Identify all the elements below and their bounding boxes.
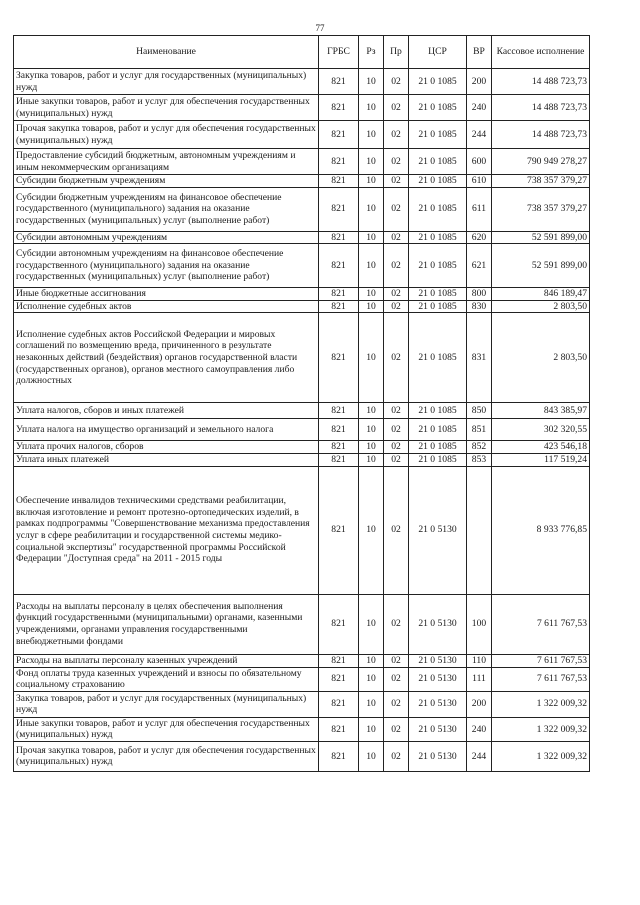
row-name: Обеспечение инвалидов техническими средствами реабилитации, включая изготовление и ремонт протезно-ортопедических изделий, в рамках подпрограммы "Совершенствование механизма предоставления услуг в сфере реабилитации и государственной системы медико-социальной экспертизы" государственной программы Российской Федерации "Доступная среда" на 2011 - 2015 годы [14,466,319,594]
budget-table [13,35,590,772]
row-pr: 02 [384,741,409,771]
row-name: Исполнение судебных актов [14,300,319,313]
table-row [14,149,590,175]
row-grbs: 821 [319,466,359,594]
table-row [14,300,590,313]
row-csr: 21 0 1085 [409,95,467,121]
row-rz: 10 [359,95,384,121]
row-pr: 02 [384,69,409,95]
row-amount: 2 803,50 [492,300,590,313]
row-pr: 02 [384,403,409,419]
row-pr: 02 [384,300,409,313]
row-grbs: 821 [319,453,359,466]
row-csr: 21 0 5130 [409,466,467,594]
header-row [14,36,590,69]
row-amount: 14 488 723,73 [492,95,590,121]
row-vr: 620 [467,231,492,244]
row-grbs: 821 [319,654,359,667]
row-pr: 02 [384,244,409,288]
row-rz: 10 [359,288,384,301]
row-csr: 21 0 1085 [409,419,467,441]
row-csr: 21 0 5130 [409,691,467,717]
table-row [14,288,590,301]
row-grbs: 821 [319,441,359,454]
row-pr: 02 [384,453,409,466]
row-csr: 21 0 1085 [409,441,467,454]
row-vr: 621 [467,244,492,288]
row-vr [467,466,492,594]
row-pr: 02 [384,231,409,244]
row-amount: 14 488 723,73 [492,121,590,149]
row-pr: 02 [384,654,409,667]
row-rz: 10 [359,453,384,466]
row-rz: 10 [359,691,384,717]
row-rz: 10 [359,121,384,149]
row-rz: 10 [359,466,384,594]
header-grbs: ГРБС [319,36,359,69]
row-vr: 111 [467,667,492,691]
row-name: Прочая закупка товаров, работ и услуг для обеспечения государственных (муниципальных) нужд [14,121,319,149]
row-pr: 02 [384,419,409,441]
row-rz: 10 [359,594,384,654]
row-pr: 02 [384,149,409,175]
row-amount: 8 933 776,85 [492,466,590,594]
row-csr: 21 0 1085 [409,187,467,231]
row-csr: 21 0 1085 [409,313,467,403]
row-vr: 800 [467,288,492,301]
table-row [14,175,590,188]
row-amount: 7 611 767,53 [492,594,590,654]
header-name: Наименование [14,36,319,69]
row-vr: 611 [467,187,492,231]
header-pr: Пр [384,36,409,69]
row-grbs: 821 [319,244,359,288]
row-rz: 10 [359,244,384,288]
row-grbs: 821 [319,667,359,691]
row-csr: 21 0 1085 [409,300,467,313]
row-rz: 10 [359,313,384,403]
row-name: Субсидии бюджетным учреждениям [14,175,319,188]
row-pr: 02 [384,667,409,691]
row-grbs: 821 [319,288,359,301]
row-csr: 21 0 5130 [409,717,467,741]
row-name: Уплата налога на имущество организаций и земельного налога [14,419,319,441]
row-vr: 200 [467,691,492,717]
table-row [14,453,590,466]
row-grbs: 821 [319,691,359,717]
row-csr: 21 0 5130 [409,667,467,691]
row-pr: 02 [384,313,409,403]
row-amount: 52 591 899,00 [492,231,590,244]
header-vr: ВР [467,36,492,69]
row-amount: 7 611 767,53 [492,667,590,691]
table-row [14,667,590,691]
row-grbs: 821 [319,313,359,403]
row-rz: 10 [359,231,384,244]
table-row [14,691,590,717]
row-pr: 02 [384,466,409,594]
row-grbs: 821 [319,95,359,121]
row-grbs: 821 [319,231,359,244]
row-vr: 244 [467,121,492,149]
row-rz: 10 [359,69,384,95]
row-grbs: 821 [319,300,359,313]
row-name: Субсидии бюджетным учреждениям на финансовое обеспечение государственного (муниципального) задания на оказание государственных (муниципальных) услуг (выполнение работ) [14,187,319,231]
table-row [14,95,590,121]
table-row [14,231,590,244]
row-grbs: 821 [319,121,359,149]
row-rz: 10 [359,403,384,419]
row-name: Субсидии автономным учреждениям на финансовое обеспечение государственного (муниципального) задания на оказание государственных (муниципальных) услуг (выполнение работ) [14,244,319,288]
row-vr: 244 [467,741,492,771]
row-name: Закупка товаров, работ и услуг для государственных (муниципальных) нужд [14,69,319,95]
row-csr: 21 0 1085 [409,453,467,466]
row-name: Расходы на выплаты персоналу в целях обеспечения выполнения функций государственными (муниципальными) органами, казенными учреждениями, органами управления государственными внебюджетными фондами [14,594,319,654]
row-amount: 738 357 379,27 [492,187,590,231]
table-row [14,187,590,231]
row-amount: 14 488 723,73 [492,69,590,95]
row-grbs: 821 [319,187,359,231]
row-csr: 21 0 5130 [409,741,467,771]
table-row [14,419,590,441]
row-vr: 240 [467,95,492,121]
row-vr: 100 [467,594,492,654]
row-grbs: 821 [319,419,359,441]
row-pr: 02 [384,441,409,454]
row-vr: 851 [467,419,492,441]
row-name: Субсидии автономным учреждениям [14,231,319,244]
table-row [14,244,590,288]
row-name: Уплата прочих налогов, сборов [14,441,319,454]
table-row [14,69,590,95]
page-number: 77 [315,23,325,33]
row-name: Исполнение судебных актов Российской Федерации и мировых соглашений по возмещению вреда, причиненного в результате незаконных действий (бездействия) органов государственной власти (государственных органов), органов местного самоуправления либо должностных [14,313,319,403]
row-amount: 738 357 379,27 [492,175,590,188]
row-amount: 843 385,97 [492,403,590,419]
table-row [14,717,590,741]
row-grbs: 821 [319,403,359,419]
row-pr: 02 [384,187,409,231]
table-row [14,313,590,403]
row-grbs: 821 [319,149,359,175]
row-csr: 21 0 1085 [409,121,467,149]
row-amount: 7 611 767,53 [492,654,590,667]
row-grbs: 821 [319,717,359,741]
row-rz: 10 [359,654,384,667]
table-row [14,441,590,454]
row-csr: 21 0 5130 [409,594,467,654]
row-amount: 2 803,50 [492,313,590,403]
row-vr: 852 [467,441,492,454]
row-grbs: 821 [319,175,359,188]
row-grbs: 821 [319,741,359,771]
row-name: Уплата иных платежей [14,453,319,466]
table-row [14,466,590,594]
row-name: Фонд оплаты труда казенных учреждений и взносы по обязательному социальному страхованию [14,667,319,691]
row-csr: 21 0 1085 [409,175,467,188]
row-vr: 830 [467,300,492,313]
row-vr: 850 [467,403,492,419]
row-name: Уплата налогов, сборов и иных платежей [14,403,319,419]
row-vr: 600 [467,149,492,175]
row-amount: 117 519,24 [492,453,590,466]
table-row [14,403,590,419]
row-rz: 10 [359,187,384,231]
row-name: Прочая закупка товаров, работ и услуг для обеспечения государственных (муниципальных) нужд [14,741,319,771]
table-row [14,741,590,771]
row-name: Иные бюджетные ассигнования [14,288,319,301]
row-amount: 1 322 009,32 [492,691,590,717]
row-pr: 02 [384,594,409,654]
row-name: Предоставление субсидий бюджетным, автономным учреждениям и иным некоммерческим организациям [14,149,319,175]
row-amount: 790 949 278,27 [492,149,590,175]
row-pr: 02 [384,691,409,717]
row-csr: 21 0 5130 [409,654,467,667]
row-csr: 21 0 1085 [409,244,467,288]
row-amount: 423 546,18 [492,441,590,454]
row-name: Закупка товаров, работ и услуг для государственных (муниципальных) нужд [14,691,319,717]
row-csr: 21 0 1085 [409,403,467,419]
header-amount: Кассовое исполнение [492,36,590,69]
row-vr: 110 [467,654,492,667]
row-amount: 1 322 009,32 [492,717,590,741]
row-pr: 02 [384,175,409,188]
header-rz: Рз [359,36,384,69]
row-amount: 1 322 009,32 [492,741,590,771]
table-row [14,654,590,667]
row-name: Расходы на выплаты персоналу казенных учреждений [14,654,319,667]
row-vr: 610 [467,175,492,188]
row-amount: 302 320,55 [492,419,590,441]
row-rz: 10 [359,741,384,771]
row-rz: 10 [359,175,384,188]
row-name: Иные закупки товаров, работ и услуг для обеспечения государственных (муниципальных) нужд [14,95,319,121]
row-rz: 10 [359,717,384,741]
row-rz: 10 [359,667,384,691]
row-pr: 02 [384,121,409,149]
row-rz: 10 [359,419,384,441]
row-pr: 02 [384,288,409,301]
row-csr: 21 0 1085 [409,69,467,95]
header-csr: ЦСР [409,36,467,69]
row-rz: 10 [359,149,384,175]
table-row [14,121,590,149]
row-amount: 52 591 899,00 [492,244,590,288]
row-vr: 853 [467,453,492,466]
row-grbs: 821 [319,69,359,95]
row-vr: 200 [467,69,492,95]
row-grbs: 821 [319,594,359,654]
row-csr: 21 0 1085 [409,288,467,301]
row-pr: 02 [384,95,409,121]
row-rz: 10 [359,300,384,313]
row-amount: 846 189,47 [492,288,590,301]
table-row [14,594,590,654]
row-rz: 10 [359,441,384,454]
row-pr: 02 [384,717,409,741]
row-vr: 831 [467,313,492,403]
row-name: Иные закупки товаров, работ и услуг для обеспечения государственных (муниципальных) нужд [14,717,319,741]
row-vr: 240 [467,717,492,741]
row-csr: 21 0 1085 [409,231,467,244]
row-csr: 21 0 1085 [409,149,467,175]
